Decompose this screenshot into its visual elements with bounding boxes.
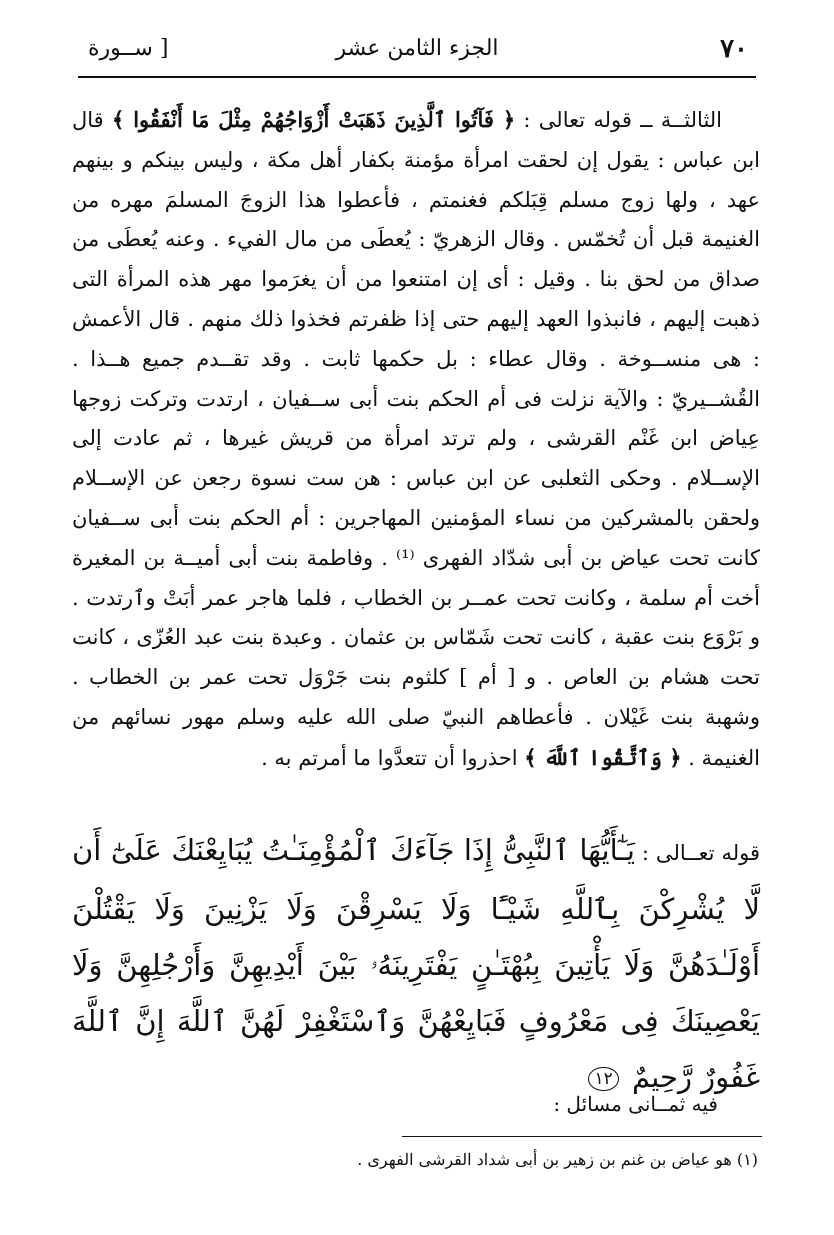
paragraph-lead: الثالثــة ــ قوله تعالى : — [515, 108, 723, 132]
page-number: ٧٠ — [720, 34, 748, 64]
page-header — [78, 30, 756, 70]
issues-heading: فيه ثمــانى مسائل : — [553, 1092, 718, 1116]
verse-intro: قوله تعــالى : — [635, 841, 760, 865]
footnote: (١) هو عياض بن غنم بن زهير بن أبى شداد القرشى الفهرى . — [357, 1150, 758, 1169]
footnote-divider — [402, 1136, 762, 1137]
paragraph-third-issue — [72, 100, 760, 779]
ayah-number-marker: ١٢ — [588, 1067, 618, 1091]
quranic-quote: ﴿ فَآتُوا ٱلَّذِينَ ذَهَبَتْ أَزْوَاجُهُمْ مِثْلَ مَا أَنْفَقُوا ﴾ — [111, 107, 516, 132]
commentary-text — [72, 100, 760, 779]
verse-block — [72, 822, 760, 1105]
quranic-quote: ﴿ وَٱتَّقُوا ٱللَّهَ ﴾ — [524, 744, 682, 770]
paragraph-body: قال ابن عباس : يقول إن لحقت امرأة مؤمنة بكفار أهل مكة ، وليس بينكم و بينهم عهد ، ولها زوج مسلم قِبَلكم فغنمتم ، فأعطوا هذا الزوجَ المسلمَ مهره من الغنيمة قبل أن تُخمّس . وقال الزهريّ : يُعطَى من مال الفيء . وعنه يُعطَى من صداق من لحق بنا . وقيل : أى إن امتنعوا من أن يغرَموا مهر هذه المرأة التى ذهبت إليهم ، فانبذوا العهد إليهم حتى إذا ظفرتم فخذوا ذلك منهم . قال الأعمش : هى منســوخة . وقال عطاء : بل حكمها ثابت . وقد تقــدم جميع هــذا . القُشــيريّ : والآية نزلت فى أم الحكم بنت أبى ســفيان ، ارتدت وتركت زوجها عِياض ابن غَنْم القرشى ، ولم ترتد امرأة من قريش غيرها ، ثم عادت إلى الإســلام . وحكى الثعلبى عن ابن عباس : هن ست نسوة رجعن عن الإســلام ولحقن بالمشركين من نساء المؤمنين المهاجرين : أم الحكم بنت أبى ســفيان كانت تحت عياض بن أبى شدّاد الفهرى ⁽¹⁾ . وفاطمة بنت أبى أميــة بن المغيرة أخت أم سلمة ، وكانت تحت عمــر بن الخطاب ، فلما هاجر عمر أبَتْ وٱرتدت . و بَرْوَع بنت عقبة ، كانت تحت شَمّاس بن عثمان . وعبدة بنت عبد العُزّى ، كانت تحت هشام بن العاص . و [ أم ] كلثوم بنت جَرْوَل تحت عمر بن الخطاب . وشهبة بنت غَيْلان . فأعطاهم النبيّ صلى الله عليه وسلم مهور نسائهم من الغنيمة . — [72, 108, 760, 770]
header-divider — [78, 76, 756, 78]
paragraph-body: احذروا أن تتعدَّوا ما أمرتم به . — [261, 745, 525, 770]
verse-text: يَـٰٓأَيُّهَا ٱلنَّبِىُّ إِذَا جَآءَكَ ٱلْمُؤْمِنَـٰتُ يُبَايِعْنَكَ عَلَىٰٓ أَن لَّا يُشْرِكْنَ بِٱللَّهِ شَيْـًٔا وَلَا يَسْرِقْنَ وَلَا يَزْنِينَ وَلَا يَقْتُلْنَ أَوْلَـٰدَهُنَّ وَلَا يَأْتِينَ بِبُهْتَـٰنٍ يَفْتَرِينَهُۥ بَيْنَ أَيْدِيهِنَّ وَأَرْجُلِهِنَّ وَلَا يَعْصِينَكَ فِى مَعْرُوفٍ فَبَايِعْهُنَّ وَٱسْتَغْفِرْ لَهُنَّ ٱللَّهَ إِنَّ ٱللَّهَ غَفُورٌ رَّحِيمٌ — [72, 833, 760, 1094]
surah-label: [ ســورة — [88, 36, 169, 61]
running-title: الجزء الثامن عشر — [335, 36, 499, 61]
